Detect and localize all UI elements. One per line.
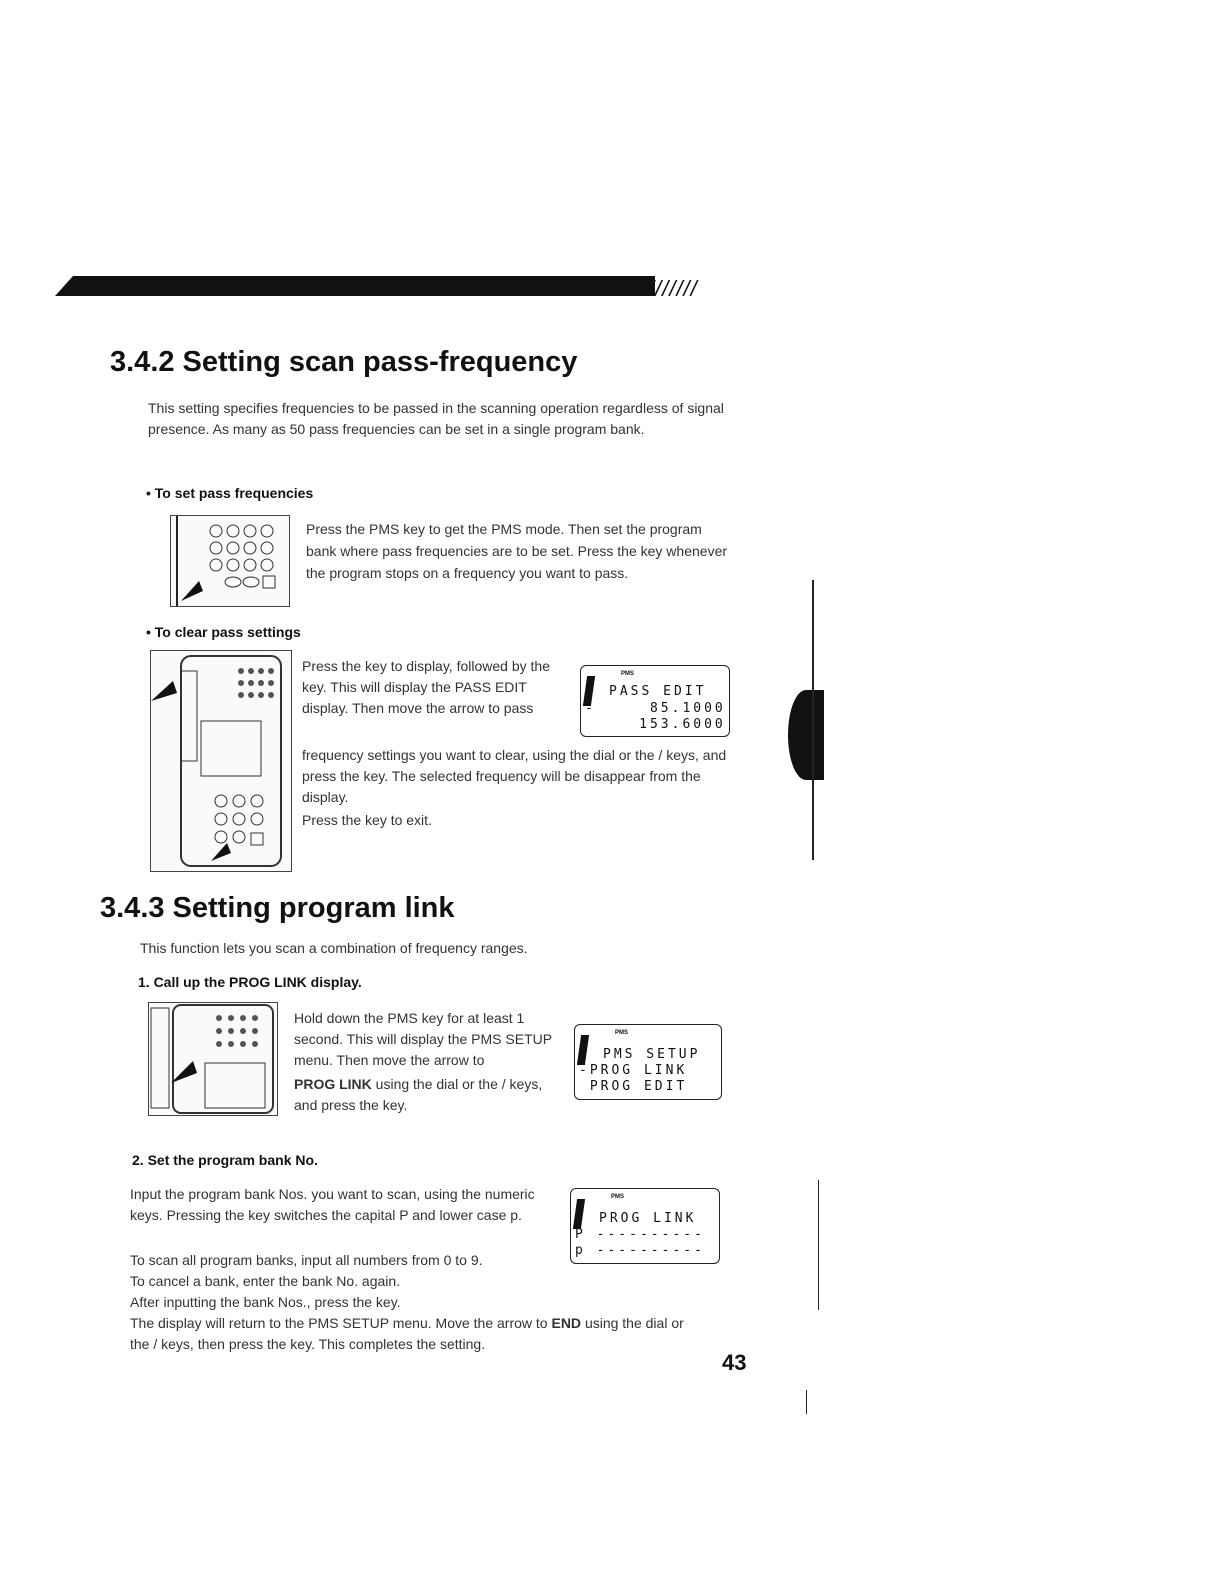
header-slashes: /////// [648, 276, 698, 301]
lcd2-indicator-icon [573, 1199, 585, 1229]
step2-text-d: After inputting the bank Nos., press the key. [130, 1294, 401, 1310]
keypad-icon [171, 516, 289, 606]
step1-bold: PROG LINK [294, 1076, 372, 1092]
lcd-pass-edit [580, 665, 730, 737]
radio-keys-icon [149, 1003, 277, 1115]
clear-pass-heading: • To clear pass settings [146, 624, 301, 640]
margin-line [812, 580, 814, 860]
radio-side-illustration [150, 650, 292, 872]
lcd1-line-2: -PROG LINK [579, 1063, 688, 1078]
step1-text-b: using the dial or the / keys, and press the key. [294, 1076, 543, 1113]
lcd1-label: PMS [615, 1030, 629, 1036]
lcd-pms-setup [574, 1024, 722, 1100]
step1-text-a: Hold down the PMS key for at least 1 second. This will display the PMS SETUP menu. Then move the arrow to [294, 1010, 552, 1068]
step1-text-line [294, 1074, 564, 1116]
section-title-program-link: 3.4.3 Setting program link [100, 892, 455, 924]
step2-text-f: using the dial or the / keys, then press the key. This completes the setting. [130, 1315, 684, 1352]
step2-heading: 2. Set the program bank No. [132, 1152, 318, 1168]
page-edge-tab [788, 690, 824, 780]
lcd-line-2: - 85.1000 [585, 701, 726, 716]
step2-text-a: Input the program bank Nos. you want to scan, using the numeric keys. Pressing the key switches the capital P and lower case p. [130, 1186, 535, 1223]
radio-keypad-illustration [170, 515, 290, 607]
lcd-prog-link [570, 1188, 720, 1264]
step2-text-b: To scan all program banks, input all numbers from 0 to 9. [130, 1252, 483, 1268]
margin-line-lower [818, 1180, 819, 1310]
header-bar [55, 276, 655, 296]
section1-intro: This setting specifies frequencies to be passed in the scanning operation regardless of signal presence. As many as 50 pass frequencies can be set in a single program bank. [148, 400, 724, 437]
radio-prog-illustration [148, 1002, 278, 1116]
lcd2-line-3: p ---------- [575, 1243, 705, 1258]
lcd1-line-3: PROG EDIT [579, 1079, 688, 1094]
lcd2-line-1: PROG LINK [599, 1211, 697, 1226]
set-pass-heading: • To set pass frequencies [146, 485, 314, 501]
lcd-line-1: PASS EDIT [609, 684, 707, 699]
step2-bold: END [551, 1315, 582, 1331]
set-pass-text: Press the PMS key to get the PMS mode. Then set the program bank where pass frequencies are to be set. Press the key whenever the program stops on a frequency you want to pass. [306, 521, 728, 581]
step2-text-line [130, 1313, 705, 1355]
step2-text-e: The display will return to the PMS SETUP menu. Move the arrow to [130, 1315, 548, 1331]
section2-intro: This function lets you scan a combination of frequency ranges. [140, 940, 528, 956]
step2-text-c: To cancel a bank, enter the bank No. again. [130, 1273, 401, 1289]
lcd2-label: PMS [611, 1194, 625, 1200]
lcd2-line-2: P ---------- [575, 1227, 705, 1242]
radio-handset-icon [151, 651, 291, 871]
clear-pass-text-b: frequency settings you want to clear, using the dial or the / keys, and press the key. The selected frequency will be disappear from the display. [302, 747, 727, 805]
margin-tick [806, 1390, 807, 1414]
lcd1-line-1: PMS SETUP [603, 1047, 701, 1062]
clear-pass-text-c: Press the key to exit. [302, 812, 432, 828]
section-title-pass-frequency: 3.4.2 Setting scan pass-frequency [110, 346, 578, 378]
clear-pass-text-a: Press the key to display, followed by the key. This will display the PASS EDIT display. Then move the arrow to pass [302, 658, 550, 716]
lcd1-indicator-icon [577, 1035, 589, 1065]
page-number: 43 [722, 1350, 747, 1375]
step1-heading: 1. Call up the PROG LINK display. [138, 974, 362, 990]
lcd-line-3: 153.6000 [585, 717, 726, 732]
lcd-label: PMS [621, 671, 635, 677]
